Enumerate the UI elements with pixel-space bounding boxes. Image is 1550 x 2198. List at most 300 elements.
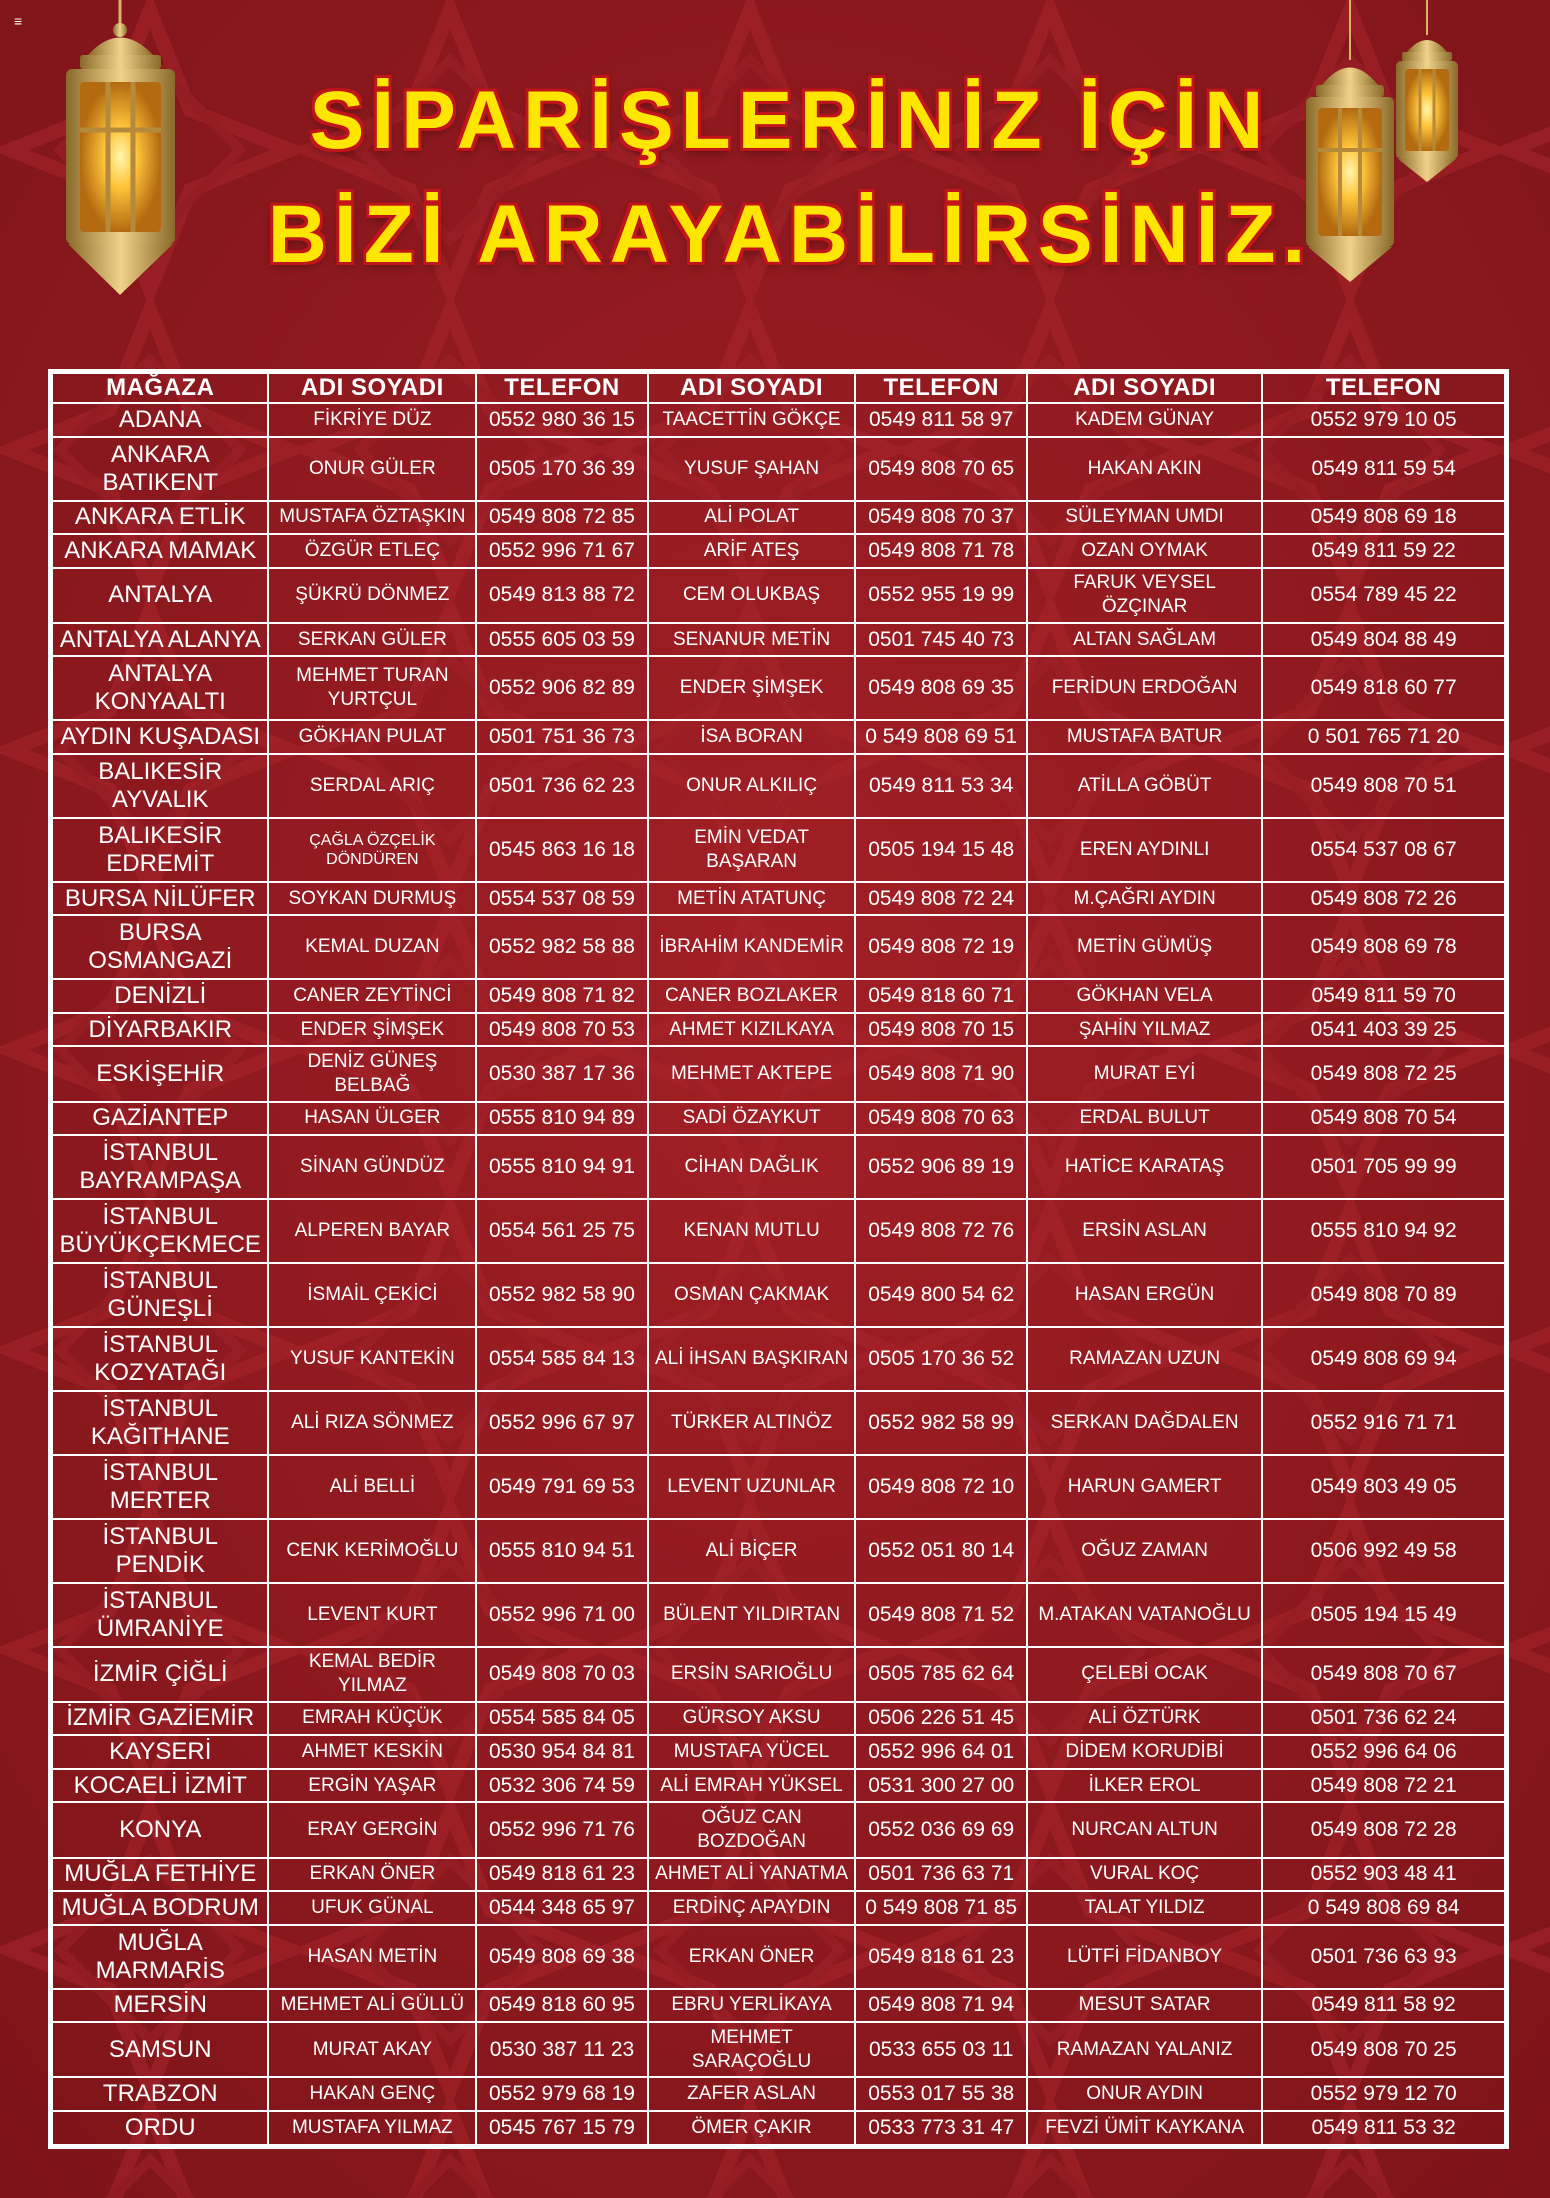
contact-name-cell: MEHMET AKTEPE — [648, 1046, 856, 1101]
phone-cell: 0552 979 68 19 — [476, 2077, 647, 2111]
contact-name-cell: OĞUZ ZAMAN — [1027, 1519, 1262, 1583]
contact-name-cell: SERKAN GÜLER — [268, 623, 476, 657]
lantern-right-small-icon — [1392, 0, 1462, 185]
phone-cell: 0501 736 63 93 — [1262, 1925, 1505, 1989]
contact-name-cell: AHMET KIZILKAYA — [648, 1013, 856, 1047]
contact-name-cell: METİN GÜMÜŞ — [1027, 915, 1262, 979]
phone-cell: 0549 808 72 10 — [855, 1455, 1026, 1519]
table-row — [52, 1102, 1505, 1136]
phone-cell: 0549 811 59 22 — [1262, 534, 1505, 568]
store-cell: ANKARA ETLİK — [52, 501, 268, 535]
contact-name-cell: ERSİN SARIOĞLU — [648, 1647, 856, 1702]
store-cell: KAYSERİ — [52, 1735, 268, 1769]
phone-cell: 0 549 808 71 85 — [855, 1891, 1026, 1925]
phone-cell: 0549 813 88 72 — [476, 568, 647, 623]
contact-name-cell: CİHAN DAĞLIK — [648, 1135, 856, 1199]
contact-name-cell: DİDEM KORUDİBİ — [1027, 1735, 1262, 1769]
phone-cell: 0552 996 71 00 — [476, 1583, 647, 1647]
contact-name-cell: ÖZGÜR ETLEÇ — [268, 534, 476, 568]
contact-name-cell: KADEM GÜNAY — [1027, 403, 1262, 437]
contact-name-cell: HASAN ERGÜN — [1027, 1263, 1262, 1327]
phone-cell: 0549 808 72 24 — [855, 882, 1026, 916]
contact-name-cell: EREN AYDINLI — [1027, 818, 1262, 882]
phone-cell: 0533 773 31 47 — [855, 2111, 1026, 2145]
phone-cell: 0549 808 72 26 — [1262, 882, 1505, 916]
contact-name-cell: ENDER ŞİMŞEK — [268, 1013, 476, 1047]
table-row — [52, 818, 1505, 882]
header-phone-3: TELEFON — [1262, 373, 1505, 403]
table-row — [52, 1263, 1505, 1327]
contact-name-cell: HASAN ÜLGER — [268, 1102, 476, 1136]
phone-cell: 0552 955 19 99 — [855, 568, 1026, 623]
phone-cell: 0549 811 53 34 — [855, 754, 1026, 818]
phone-cell: 0544 348 65 97 — [476, 1891, 647, 1925]
phone-cell: 0549 808 69 38 — [476, 1925, 647, 1989]
header-name-1: ADI SOYADI — [268, 373, 476, 403]
phone-cell: 0549 811 58 92 — [1262, 1989, 1505, 2023]
store-cell: BALIKESİR AYVALIK — [52, 754, 268, 818]
phone-cell: 0552 982 58 99 — [855, 1391, 1026, 1455]
contact-name-cell: OĞUZ CAN BOZDOĞAN — [648, 1802, 856, 1857]
contact-name-cell: NURCAN ALTUN — [1027, 1802, 1262, 1857]
contact-name-cell: ŞÜKRÜ DÖNMEZ — [268, 568, 476, 623]
phone-cell: 0531 300 27 00 — [855, 1769, 1026, 1803]
table-row — [52, 623, 1505, 657]
contact-name-cell: İSMAİL ÇEKİCİ — [268, 1263, 476, 1327]
contact-name-cell: LEVENT UZUNLAR — [648, 1455, 856, 1519]
contact-name-cell: EBRU YERLİKAYA — [648, 1989, 856, 2023]
store-cell: ESKİŞEHİR — [52, 1046, 268, 1101]
store-cell: MUĞLA FETHİYE — [52, 1858, 268, 1892]
store-cell: İZMİR GAZİEMİR — [52, 1702, 268, 1736]
phone-cell: 0549 808 72 76 — [855, 1199, 1026, 1263]
phone-cell: 0549 818 60 77 — [1262, 656, 1505, 720]
phone-cell: 0549 808 70 53 — [476, 1013, 647, 1047]
contact-name-cell: OZAN OYMAK — [1027, 534, 1262, 568]
phone-cell: 0549 808 72 28 — [1262, 1802, 1505, 1857]
phone-cell: 0555 810 94 91 — [476, 1135, 647, 1199]
phone-cell: 0552 979 12 70 — [1262, 2077, 1505, 2111]
contact-name-cell: YUSUF KANTEKİN — [268, 1327, 476, 1391]
table-row — [52, 1583, 1505, 1647]
phone-cell: 0554 789 45 22 — [1262, 568, 1505, 623]
phone-cell: 0549 791 69 53 — [476, 1455, 647, 1519]
contact-name-cell: VURAL KOÇ — [1027, 1858, 1262, 1892]
phone-cell: 0549 808 71 94 — [855, 1989, 1026, 2023]
phone-cell: 0549 808 72 85 — [476, 501, 647, 535]
phone-cell: 0552 996 67 97 — [476, 1391, 647, 1455]
phone-cell: 0505 194 15 48 — [855, 818, 1026, 882]
store-cell: TRABZON — [52, 2077, 268, 2111]
contacts-table — [51, 372, 1506, 2146]
contact-name-cell: LEVENT KURT — [268, 1583, 476, 1647]
table-row — [52, 915, 1505, 979]
phone-cell: 0552 916 71 71 — [1262, 1391, 1505, 1455]
contact-name-cell: SİNAN GÜNDÜZ — [268, 1135, 476, 1199]
phone-cell: 0549 811 58 97 — [855, 403, 1026, 437]
phone-cell: 0552 980 36 15 — [476, 403, 647, 437]
contact-name-cell: ALİ ÖZTÜRK — [1027, 1702, 1262, 1736]
phone-cell: 0554 537 08 67 — [1262, 818, 1505, 882]
contact-name-cell: MUSTAFA YÜCEL — [648, 1735, 856, 1769]
table-row — [52, 2111, 1505, 2145]
contact-name-cell: ALİ EMRAH YÜKSEL — [648, 1769, 856, 1803]
phone-cell: 0555 605 03 59 — [476, 623, 647, 657]
phone-cell: 0552 036 69 69 — [855, 1802, 1026, 1857]
contact-name-cell: MUSTAFA BATUR — [1027, 720, 1262, 754]
table-row — [52, 1327, 1505, 1391]
store-cell: İSTANBUL KAĞITHANE — [52, 1391, 268, 1455]
contact-name-cell: İBRAHİM KANDEMİR — [648, 915, 856, 979]
table-row — [52, 656, 1505, 720]
phone-cell: 0549 808 69 35 — [855, 656, 1026, 720]
contact-name-cell: ÇELEBİ OCAK — [1027, 1647, 1262, 1702]
contact-name-cell: KENAN MUTLU — [648, 1199, 856, 1263]
header-phone-1: TELEFON — [476, 373, 647, 403]
contact-name-cell: BÜLENT YILDIRTAN — [648, 1583, 856, 1647]
contact-name-cell: ALİ İHSAN BAŞKIRAN — [648, 1327, 856, 1391]
phone-cell: 0506 226 51 45 — [855, 1702, 1026, 1736]
contact-name-cell: ONUR AYDIN — [1027, 2077, 1262, 2111]
phone-cell: 0545 767 15 79 — [476, 2111, 647, 2145]
phone-cell: 0552 996 71 67 — [476, 534, 647, 568]
contact-name-cell: M.ÇAĞRI AYDIN — [1027, 882, 1262, 916]
phone-cell: 0505 785 62 64 — [855, 1647, 1026, 1702]
store-cell: ADANA — [52, 403, 268, 437]
contact-name-cell: ERGİN YAŞAR — [268, 1769, 476, 1803]
headline-line-1: SİPARİŞLERİNİZ İÇİN — [309, 75, 1271, 166]
phone-cell: 0553 017 55 38 — [855, 2077, 1026, 2111]
phone-cell: 0552 996 64 01 — [855, 1735, 1026, 1769]
phone-cell: 0549 808 71 90 — [855, 1046, 1026, 1101]
table-row — [52, 568, 1505, 623]
contact-name-cell: MEHMET TURAN YURTÇUL — [268, 656, 476, 720]
contact-name-cell: SOYKAN DURMUŞ — [268, 882, 476, 916]
contact-name-cell: ATİLLA GÖBÜT — [1027, 754, 1262, 818]
phone-cell: 0530 387 17 36 — [476, 1046, 647, 1101]
store-cell: BURSA NİLÜFER — [52, 882, 268, 916]
table-row — [52, 1769, 1505, 1803]
store-cell: KOCAELİ İZMİT — [52, 1769, 268, 1803]
phone-cell: 0549 808 70 25 — [1262, 2022, 1505, 2077]
store-cell: İSTANBUL GÜNEŞLİ — [52, 1263, 268, 1327]
contact-name-cell: ONUR GÜLER — [268, 437, 476, 501]
contacts-table-container — [48, 369, 1509, 2149]
contact-name-cell: ERDAL BULUT — [1027, 1102, 1262, 1136]
phone-cell: 0549 808 70 51 — [1262, 754, 1505, 818]
header-name-2: ADI SOYADI — [648, 373, 856, 403]
contact-name-cell: DENİZ GÜNEŞ BELBAĞ — [268, 1046, 476, 1101]
phone-cell: 0552 906 82 89 — [476, 656, 647, 720]
contact-name-cell: GÜRSOY AKSU — [648, 1702, 856, 1736]
contact-name-cell: MUSTAFA YILMAZ — [268, 2111, 476, 2145]
contact-name-cell: ERKAN ÖNER — [268, 1858, 476, 1892]
phone-cell: 0530 954 84 81 — [476, 1735, 647, 1769]
store-cell: GAZİANTEP — [52, 1102, 268, 1136]
phone-cell: 0552 996 71 76 — [476, 1802, 647, 1857]
store-cell: MUĞLA BODRUM — [52, 1891, 268, 1925]
phone-cell: 0549 808 69 78 — [1262, 915, 1505, 979]
contact-name-cell: TAACETTİN GÖKÇE — [648, 403, 856, 437]
table-header-row — [52, 373, 1505, 403]
table-row — [52, 720, 1505, 754]
table-row — [52, 1925, 1505, 1989]
phone-cell: 0549 808 70 65 — [855, 437, 1026, 501]
contact-name-cell: UFUK GÜNAL — [268, 1891, 476, 1925]
table-row — [52, 1891, 1505, 1925]
header-name-3: ADI SOYADI — [1027, 373, 1262, 403]
contact-name-cell: MEHMET SARAÇOĞLU — [648, 2022, 856, 2077]
phone-cell: 0549 811 53 32 — [1262, 2111, 1505, 2145]
contact-name-cell: TÜRKER ALTINÖZ — [648, 1391, 856, 1455]
contact-name-cell: EMRAH KÜÇÜK — [268, 1702, 476, 1736]
contact-name-cell: SÜLEYMAN UMDI — [1027, 501, 1262, 535]
phone-cell: 0501 705 99 99 — [1262, 1135, 1505, 1199]
phone-cell: 0 549 808 69 51 — [855, 720, 1026, 754]
contact-name-cell: SERKAN DAĞDALEN — [1027, 1391, 1262, 1455]
store-cell: İZMİR ÇİĞLİ — [52, 1647, 268, 1702]
phone-cell: 0 549 808 69 84 — [1262, 1891, 1505, 1925]
contact-name-cell: CEM OLUKBAŞ — [648, 568, 856, 623]
table-row — [52, 403, 1505, 437]
contact-name-cell: M.ATAKAN VATANOĞLU — [1027, 1583, 1262, 1647]
store-cell: ANKARA MAMAK — [52, 534, 268, 568]
contact-name-cell: ÖMER ÇAKIR — [648, 2111, 856, 2145]
contact-name-cell: İLKER EROL — [1027, 1769, 1262, 1803]
phone-cell: 0552 982 58 88 — [476, 915, 647, 979]
contact-name-cell: MURAT AKAY — [268, 2022, 476, 2077]
phone-cell: 0552 903 48 41 — [1262, 1858, 1505, 1892]
store-cell: MERSİN — [52, 1989, 268, 2023]
store-cell: İSTANBUL ÜMRANİYE — [52, 1583, 268, 1647]
phone-cell: 0552 051 80 14 — [855, 1519, 1026, 1583]
contact-name-cell: AHMET KESKİN — [268, 1735, 476, 1769]
phone-cell: 0549 808 72 21 — [1262, 1769, 1505, 1803]
store-cell: ANTALYA KONYAALTI — [52, 656, 268, 720]
store-cell: ANKARA BATIKENT — [52, 437, 268, 501]
contact-name-cell: ERAY GERGİN — [268, 1802, 476, 1857]
contact-name-cell: CENK KERİMOĞLU — [268, 1519, 476, 1583]
contact-name-cell: HAKAN GENÇ — [268, 2077, 476, 2111]
contact-name-cell: HASAN METİN — [268, 1925, 476, 1989]
contact-name-cell: ALTAN SAĞLAM — [1027, 623, 1262, 657]
phone-cell: 0 501 765 71 20 — [1262, 720, 1505, 754]
phone-cell: 0549 808 70 54 — [1262, 1102, 1505, 1136]
contact-name-cell: KEMAL BEDİR YILMAZ — [268, 1647, 476, 1702]
phone-cell: 0549 818 60 71 — [855, 979, 1026, 1013]
table-row — [52, 1135, 1505, 1199]
store-cell: BURSA OSMANGAZİ — [52, 915, 268, 979]
store-cell: KONYA — [52, 1802, 268, 1857]
table-row — [52, 1046, 1505, 1101]
table-row — [52, 1858, 1505, 1892]
store-cell: ANTALYA — [52, 568, 268, 623]
phone-cell: 0549 808 70 67 — [1262, 1647, 1505, 1702]
table-row — [52, 1199, 1505, 1263]
phone-cell: 0549 811 59 54 — [1262, 437, 1505, 501]
contact-name-cell: ENDER ŞİMŞEK — [648, 656, 856, 720]
phone-cell: 0549 808 70 03 — [476, 1647, 647, 1702]
menu-icon[interactable]: ≡ — [14, 13, 23, 29]
table-row — [52, 1013, 1505, 1047]
phone-cell: 0541 403 39 25 — [1262, 1013, 1505, 1047]
phone-cell: 0555 810 94 89 — [476, 1102, 647, 1136]
table-row — [52, 534, 1505, 568]
phone-cell: 0549 808 72 19 — [855, 915, 1026, 979]
contact-name-cell: EMİN VEDAT BAŞARAN — [648, 818, 856, 882]
phone-cell: 0552 979 10 05 — [1262, 403, 1505, 437]
phone-cell: 0549 808 71 52 — [855, 1583, 1026, 1647]
phone-cell: 0555 810 94 51 — [476, 1519, 647, 1583]
phone-cell: 0549 804 88 49 — [1262, 623, 1505, 657]
contact-name-cell: CANER ZEYTİNCİ — [268, 979, 476, 1013]
table-row — [52, 2022, 1505, 2077]
phone-cell: 0554 585 84 05 — [476, 1702, 647, 1736]
contact-name-cell: FİKRİYE DÜZ — [268, 403, 476, 437]
contact-name-cell: MUSTAFA ÖZTAŞKIN — [268, 501, 476, 535]
phone-cell: 0549 808 69 94 — [1262, 1327, 1505, 1391]
contact-name-cell: ALPEREN BAYAR — [268, 1199, 476, 1263]
contact-name-cell: FEVZİ ÜMİT KAYKANA — [1027, 2111, 1262, 2145]
table-row — [52, 1702, 1505, 1736]
store-cell: SAMSUN — [52, 2022, 268, 2077]
phone-cell: 0533 655 03 11 — [855, 2022, 1026, 2077]
table-row — [52, 1647, 1505, 1702]
contact-name-cell: YUSUF ŞAHAN — [648, 437, 856, 501]
contact-name-cell: SERDAL ARIÇ — [268, 754, 476, 818]
contact-name-cell: ERKAN ÖNER — [648, 1925, 856, 1989]
phone-cell: 0549 808 70 37 — [855, 501, 1026, 535]
phone-cell: 0554 561 25 75 — [476, 1199, 647, 1263]
contact-name-cell: OSMAN ÇAKMAK — [648, 1263, 856, 1327]
store-cell: ANTALYA ALANYA — [52, 623, 268, 657]
contact-name-cell: METİN ATATUNÇ — [648, 882, 856, 916]
contact-name-cell: ALİ POLAT — [648, 501, 856, 535]
store-cell: İSTANBUL PENDİK — [52, 1519, 268, 1583]
table-row — [52, 1802, 1505, 1857]
store-cell: DİYARBAKIR — [52, 1013, 268, 1047]
table-row — [52, 1519, 1505, 1583]
phone-cell: 0501 736 62 24 — [1262, 1702, 1505, 1736]
contact-name-cell: GÖKHAN VELA — [1027, 979, 1262, 1013]
contact-name-cell: SADİ ÖZAYKUT — [648, 1102, 856, 1136]
store-cell: İSTANBUL KOZYATAĞI — [52, 1327, 268, 1391]
phone-cell: 0554 585 84 13 — [476, 1327, 647, 1391]
contact-name-cell: MURAT EYİ — [1027, 1046, 1262, 1101]
phone-cell: 0532 306 74 59 — [476, 1769, 647, 1803]
phone-cell: 0552 982 58 90 — [476, 1263, 647, 1327]
contact-name-cell: HARUN GAMERT — [1027, 1455, 1262, 1519]
store-cell: İSTANBUL MERTER — [52, 1455, 268, 1519]
phone-cell: 0505 170 36 39 — [476, 437, 647, 501]
headline — [200, 64, 1380, 292]
store-cell: AYDIN KUŞADASI — [52, 720, 268, 754]
contact-name-cell: TALAT YILDIZ — [1027, 1891, 1262, 1925]
contact-name-cell: RAMAZAN YALANIZ — [1027, 2022, 1262, 2077]
contact-name-cell: HAKAN AKIN — [1027, 437, 1262, 501]
headline-line-2: BİZİ ARAYABİLİRSİNİZ. — [267, 189, 1313, 280]
phone-cell: 0549 808 72 25 — [1262, 1046, 1505, 1101]
store-cell: BALIKESİR EDREMİT — [52, 818, 268, 882]
contact-name-cell: ONUR ALKILIÇ — [648, 754, 856, 818]
phone-cell: 0555 810 94 92 — [1262, 1199, 1505, 1263]
store-cell: ORDU — [52, 2111, 268, 2145]
table-body — [52, 403, 1505, 2145]
phone-cell: 0530 387 11 23 — [476, 2022, 647, 2077]
contact-name-cell: MEHMET ALİ GÜLLÜ — [268, 1989, 476, 2023]
contact-name-cell: FARUK VEYSEL ÖZÇINAR — [1027, 568, 1262, 623]
contact-name-cell: ARİF ATEŞ — [648, 534, 856, 568]
store-cell: İSTANBUL BÜYÜKÇEKMECE — [52, 1199, 268, 1263]
phone-cell: 0501 751 36 73 — [476, 720, 647, 754]
phone-cell: 0506 992 49 58 — [1262, 1519, 1505, 1583]
header-store: MAĞAZA — [52, 373, 268, 403]
phone-cell: 0549 808 71 82 — [476, 979, 647, 1013]
phone-cell: 0549 818 60 95 — [476, 1989, 647, 2023]
store-cell: İSTANBUL BAYRAMPAŞA — [52, 1135, 268, 1199]
table-row — [52, 979, 1505, 1013]
phone-cell: 0545 863 16 18 — [476, 818, 647, 882]
phone-cell: 0549 808 70 15 — [855, 1013, 1026, 1047]
contact-name-cell: ŞAHİN YILMAZ — [1027, 1013, 1262, 1047]
contact-name-cell: ERDİNÇ APAYDIN — [648, 1891, 856, 1925]
phone-cell: 0549 808 70 63 — [855, 1102, 1026, 1136]
table-row — [52, 2077, 1505, 2111]
phone-cell: 0554 537 08 59 — [476, 882, 647, 916]
contact-name-cell: AHMET ALİ YANATMA — [648, 1858, 856, 1892]
contact-name-cell: ERSİN ASLAN — [1027, 1199, 1262, 1263]
phone-cell: 0501 736 63 71 — [855, 1858, 1026, 1892]
phone-cell: 0505 194 15 49 — [1262, 1583, 1505, 1647]
store-cell: DENİZLİ — [52, 979, 268, 1013]
phone-cell: 0549 818 61 23 — [476, 1858, 647, 1892]
phone-cell: 0549 811 59 70 — [1262, 979, 1505, 1013]
contact-name-cell: HATİCE KARATAŞ — [1027, 1135, 1262, 1199]
header-phone-2: TELEFON — [855, 373, 1026, 403]
phone-cell: 0505 170 36 52 — [855, 1327, 1026, 1391]
phone-cell: 0552 906 89 19 — [855, 1135, 1026, 1199]
table-row — [52, 1989, 1505, 2023]
contact-name-cell: ALİ BELLİ — [268, 1455, 476, 1519]
contact-name-cell: ALİ RIZA SÖNMEZ — [268, 1391, 476, 1455]
table-row — [52, 882, 1505, 916]
contact-name-cell: SENANUR METİN — [648, 623, 856, 657]
contact-name-cell: FERİDUN ERDOĞAN — [1027, 656, 1262, 720]
table-row — [52, 437, 1505, 501]
phone-cell: 0549 800 54 62 — [855, 1263, 1026, 1327]
contact-name-cell: ZAFER ASLAN — [648, 2077, 856, 2111]
table-row — [52, 1455, 1505, 1519]
phone-cell: 0549 808 71 78 — [855, 534, 1026, 568]
store-cell: MUĞLA MARMARİS — [52, 1925, 268, 1989]
phone-cell: 0552 996 64 06 — [1262, 1735, 1505, 1769]
table-row — [52, 1735, 1505, 1769]
phone-cell: 0501 736 62 23 — [476, 754, 647, 818]
contact-name-cell: ALİ BİÇER — [648, 1519, 856, 1583]
phone-cell: 0549 808 70 89 — [1262, 1263, 1505, 1327]
phone-cell: 0549 818 61 23 — [855, 1925, 1026, 1989]
phone-cell: 0501 745 40 73 — [855, 623, 1026, 657]
contact-name-cell: GÖKHAN PULAT — [268, 720, 476, 754]
table-row — [52, 754, 1505, 818]
table-row — [52, 1391, 1505, 1455]
lantern-left-icon — [58, 0, 183, 300]
contact-name-cell: KEMAL DUZAN — [268, 915, 476, 979]
contact-name-cell: LÜTFİ FİDANBOY — [1027, 1925, 1262, 1989]
contact-name-cell: ÇAĞLA ÖZÇELİK DÖNDÜREN — [268, 818, 476, 882]
phone-cell: 0549 808 69 18 — [1262, 501, 1505, 535]
table-row — [52, 501, 1505, 535]
